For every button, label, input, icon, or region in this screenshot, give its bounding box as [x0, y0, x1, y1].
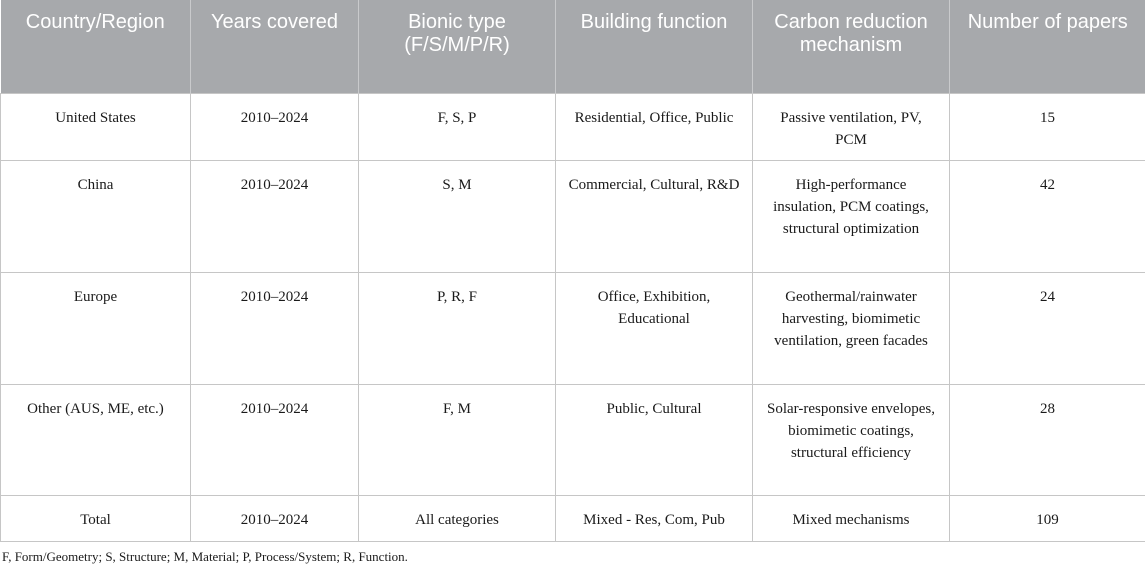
- header-label: Bionic type (F/S/M/P/R): [404, 11, 510, 56]
- cell-number-of-papers: 109: [950, 495, 1145, 541]
- table-row: [1, 160, 1145, 272]
- cell-bionic-type: F, S, P: [359, 93, 556, 160]
- header-label: Years covered: [210, 11, 339, 33]
- cell-years-covered: 2010–2024: [191, 384, 359, 495]
- table-row: [1, 384, 1145, 495]
- table-footnote: F, Form/Geometry; S, Structure; M, Material; P, Process/System; R, Function.: [2, 549, 408, 564]
- cell-bionic-type: All categories: [359, 495, 556, 541]
- cell-number-of-papers: 24: [950, 272, 1145, 384]
- cell-bionic-type: S, M: [359, 160, 556, 272]
- cell-carbon-reduction-mechanism: Passive ventilation, PV, PCM: [753, 93, 950, 160]
- cell-building-function: Residential, Office, Public: [556, 93, 753, 160]
- table-row: [1, 93, 1145, 160]
- cell-number-of-papers: 28: [950, 384, 1145, 495]
- cell-country-region: China: [1, 160, 191, 272]
- cell-building-function: Public, Cultural: [556, 384, 753, 495]
- header-label: Building function: [580, 11, 728, 33]
- cell-years-covered: 2010–2024: [191, 495, 359, 541]
- table-row-total: [1, 495, 1145, 541]
- table-row: [1, 272, 1145, 384]
- header-label: Country/Region: [25, 11, 165, 33]
- cell-carbon-reduction-mechanism: High-performance insulation, PCM coatings, structural optimization: [753, 160, 950, 272]
- cell-years-covered: 2010–2024: [191, 160, 359, 272]
- cell-building-function: Commercial, Cultural, R&D: [556, 160, 753, 272]
- header-number-of-papers: [950, 0, 1145, 93]
- header-years-covered: [191, 0, 359, 93]
- cell-country-region: Europe: [1, 272, 191, 384]
- cell-country-region: Total: [1, 495, 191, 541]
- cell-number-of-papers: 15: [950, 93, 1145, 160]
- cell-country-region: United States: [1, 93, 191, 160]
- header-carbon-reduction-mechanism: [753, 0, 950, 93]
- cell-carbon-reduction-mechanism: Geothermal/rainwater harvesting, biomimetic ventilation, green facades: [753, 272, 950, 384]
- cell-number-of-papers: 42: [950, 160, 1145, 272]
- cell-building-function: Office, Exhibition, Educational: [556, 272, 753, 384]
- cell-bionic-type: P, R, F: [359, 272, 556, 384]
- cell-country-region: Other (AUS, ME, etc.): [1, 384, 191, 495]
- cell-years-covered: 2010–2024: [191, 93, 359, 160]
- cell-carbon-reduction-mechanism: Mixed mechanisms: [753, 495, 950, 541]
- cell-carbon-reduction-mechanism: Solar-responsive envelopes, biomimetic coatings, structural efficiency: [753, 384, 950, 495]
- table-body: [1, 93, 1145, 541]
- cell-building-function: Mixed - Res, Com, Pub: [556, 495, 753, 541]
- header-label: Number of papers: [967, 11, 1128, 33]
- header-bionic-type: [359, 0, 556, 93]
- cell-years-covered: 2010–2024: [191, 272, 359, 384]
- header-label: Carbon reduction mechanism: [774, 11, 928, 56]
- cell-bionic-type: F, M: [359, 384, 556, 495]
- header-row: [1, 0, 1145, 93]
- header-country-region: [1, 0, 191, 93]
- table-header: [1, 0, 1145, 93]
- header-building-function: [556, 0, 753, 93]
